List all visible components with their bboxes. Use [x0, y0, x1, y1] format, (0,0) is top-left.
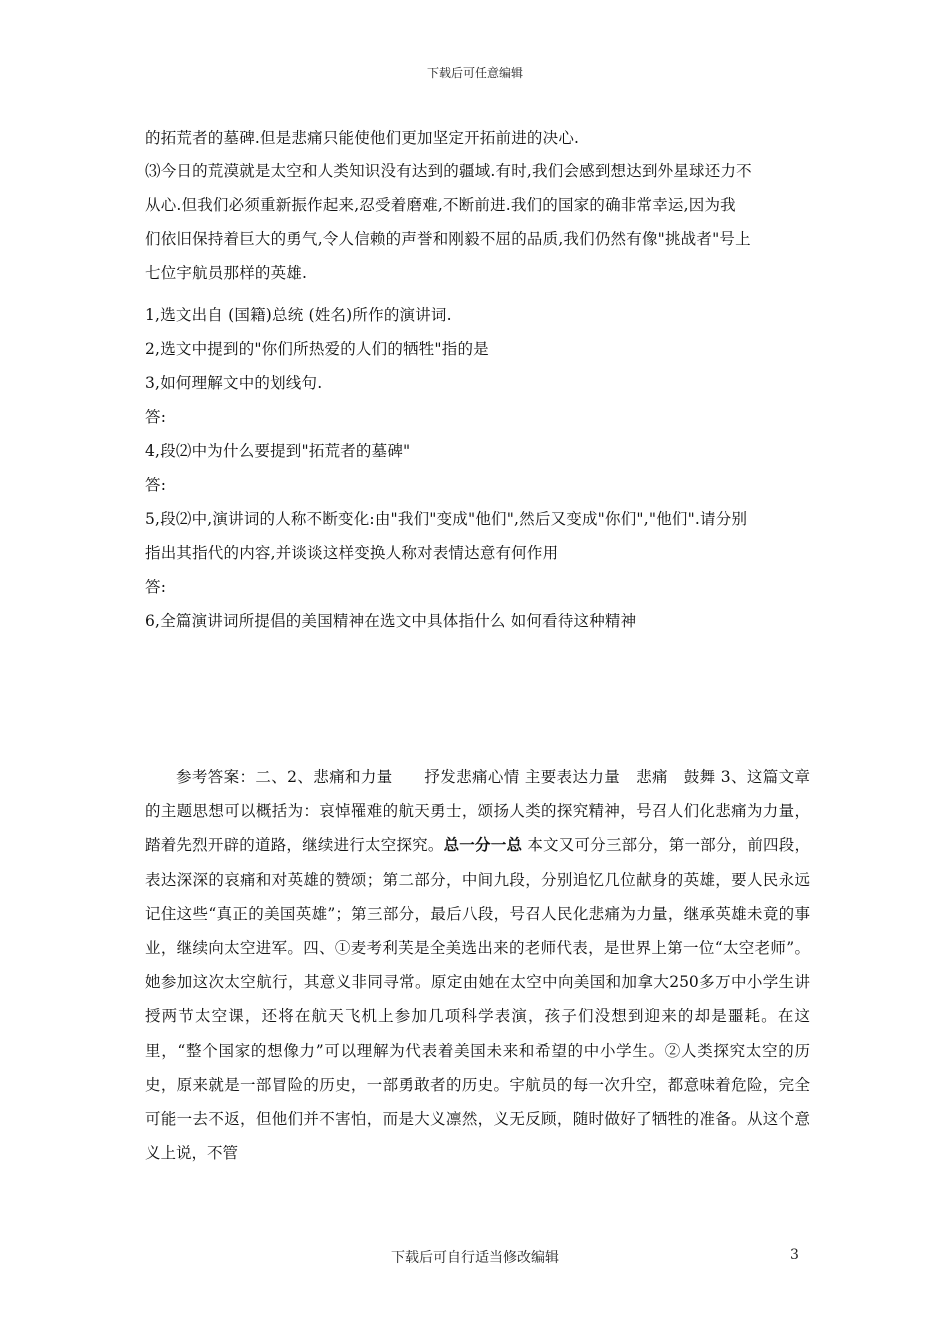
- answer-label: 答:: [145, 578, 167, 596]
- question-4: 4,段⑵中为什么要提到"拓荒者的墓碑": [145, 442, 411, 460]
- text-line: 从心.但我们必须重新振作起来,忍受着磨难,不断前进.我们的国家的确非常幸运,因为我: [145, 196, 736, 214]
- text-line: 七位宇航员那样的英雄.: [145, 264, 308, 282]
- text-line: 们依旧保持着巨大的勇气,令人信赖的声誉和刚毅不屈的品质,我们仍然有像"挑战者"号上: [145, 230, 751, 248]
- text-line: 的拓荒者的墓碑.但是悲痛只能使他们更加坚定开拓前进的决心.: [145, 129, 580, 147]
- question-5: 5,段⑵中,演讲词的人称不断变化:由"我们"变成"他们",然后又变成"你们","他们".请分别: [145, 510, 748, 528]
- question-3: 3,如何理解文中的划线句.: [145, 374, 323, 392]
- page-number: 3: [790, 1247, 799, 1263]
- answer-text-2: 本文又可分三部分，第一部分，前四段，表达深深的哀痛和对英雄的赞颂；第二部分，中间九段，分别追忆几位献身的英雄，要人民永远记住这些“真正的美国英雄”；第三部分，最后八段，号召人民化悲痛为力量，继承英雄未竟的事业，继续向太空进军。四、①麦考利芙是全美选出来的老师代表，是世界上第一位“太空老师”。她参加这次太空航行，其意义非同寻常。原定由她在太空中向美国和加拿大250多万中小学生讲授两节太空课，还将在航天飞机上参加几项科学表演，孩子们没想到迎来的却是噩耗。在这里，“整个国家的想像力”可以理解为代表着美国未来和希望的中小学生。②人类探究太空的历史，原来就是一部冒险的历史，一部勇敢者的历史。宇航员的每一次升空，都意味着危险，完全可能一去不返，但他们并不害怕，而是大义凛然，义无反顾，随时做好了牺牲的准备。从这个意义上说，不管: [145, 836, 810, 1163]
- reference-answer: [145, 760, 810, 1170]
- answer-text-1: 参考答案：二、2、悲痛和力量 抒发悲痛心情 主要表达力量 悲痛 鼓舞 3、这篇文章的主题思想可以概括为：哀悼罹难的航天勇士，颂扬人类的探究精神，号召人们化悲痛为力量，踏着先烈开辟的道路，继续进行太空探究。: [145, 768, 810, 855]
- answer-label: 答:: [145, 476, 167, 494]
- text-line: ⑶今日的荒漠就是太空和人类知识没有达到的疆域.有时,我们会感到想达到外星球还力不: [145, 162, 752, 180]
- page-footer: 下载后可自行适当修改编辑: [391, 1250, 559, 1266]
- question-2: 2,选文中提到的"你们所热爱的人们的牺牲"指的是: [145, 340, 489, 358]
- answer-bold-structure: 总一分一总: [443, 835, 523, 855]
- answer-label: 答:: [145, 408, 167, 426]
- question-5-cont: 指出其指代的内容,并谈谈这样变换人称对表情达意有何作用: [145, 544, 559, 562]
- question-1: 1,选文出自 (国籍)总统 (姓名)所作的演讲词.: [145, 306, 452, 324]
- question-6: 6,全篇演讲词所提倡的美国精神在选文中具体指什么 如何看待这种精神: [145, 612, 637, 630]
- page-header: 下载后可任意编辑: [426, 66, 523, 80]
